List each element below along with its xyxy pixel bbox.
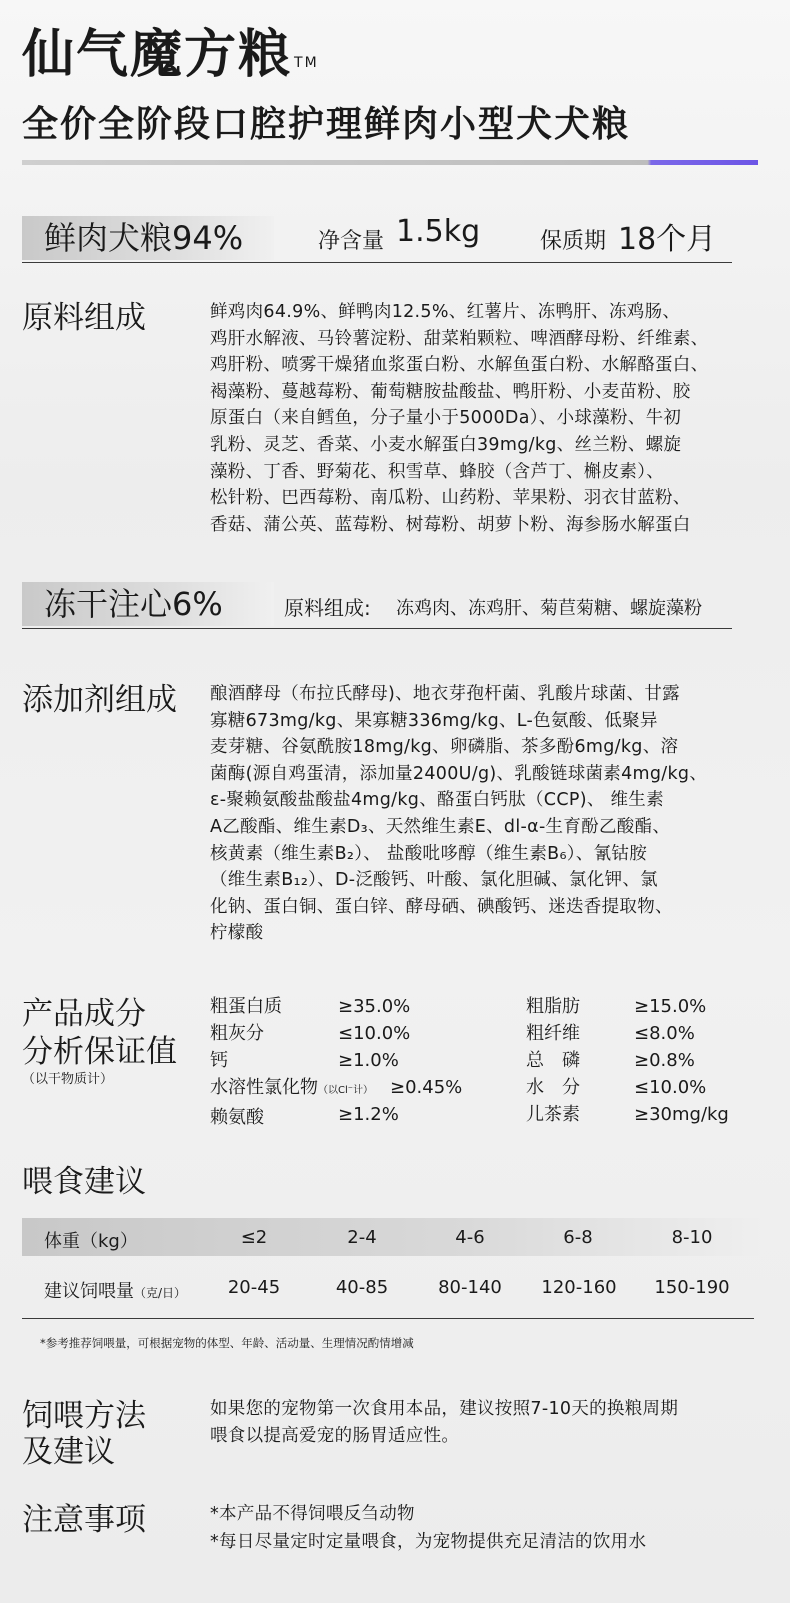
nutrient-value: ≥30mg/kg xyxy=(634,1104,729,1125)
nutrient-sub-note: （以Cl⁻计） xyxy=(318,1085,374,1096)
ingredients-line: 松针粉、巴西莓粉、南瓜粉、山药粉、苹果粉、羽衣甘蓝粉、 xyxy=(210,488,691,509)
nutrient-name: 水溶性氯化物（以Cl⁻计） xyxy=(210,1077,374,1098)
additives-line: 麦芽糖、谷氨酰胺18mg/kg、卵磷脂、茶多酚6mg/kg、溶 xyxy=(210,737,679,758)
weight-cell: 6-8 xyxy=(563,1227,593,1248)
nutrient-name: 儿茶素 xyxy=(526,1104,580,1125)
amount-cell: 40-85 xyxy=(335,1277,389,1298)
freeze-dried-tab: 冻干注心6% xyxy=(22,582,274,626)
ingredients-line: 鲜鸡肉64.9%、鲜鸭肉12.5%、红薯片、冻鸭肝、冻鸡肠、 xyxy=(210,302,681,322)
nutrient-value: ≥0.8% xyxy=(634,1050,695,1071)
additives-line: A乙酸酯、维生素D₃、天然维生素E、dl-α-生育酚乙酸酯、 xyxy=(210,816,671,837)
nutrient-value: ≤8.0% xyxy=(634,1023,695,1044)
additives-title: 添加剂组成 xyxy=(22,682,177,718)
analysis-title-line2: 分析保证值 xyxy=(22,1034,177,1070)
caution-line: *每日尽量定时定量喂食，为宠物提供充足清洁的饮用水 xyxy=(210,1532,647,1552)
product-subtitle: 全价全阶段口腔护理鲜肉小型犬犬粮 xyxy=(22,104,631,145)
brand-title xyxy=(22,22,319,88)
ingredients-line: 原蛋白（来自鳕鱼，分子量小于5000Da）、小球藻粉、牛初 xyxy=(210,408,682,429)
amount-cell: 120-160 xyxy=(541,1277,617,1298)
nutrient-value: ≥1.2% xyxy=(338,1104,399,1125)
weight-cell: 2-4 xyxy=(347,1227,377,1248)
analysis-title-line1: 产品成分 xyxy=(22,996,146,1032)
additives-line: 柠檬酸 xyxy=(210,923,264,944)
weight-header-label: 体重（kg） xyxy=(44,1231,138,1252)
ingredients-line: 鸡肝粉、喷雾干燥猪血浆蛋白粉、水解鱼蛋白粉、水解酪蛋白、 xyxy=(210,355,709,376)
shelf-life-label: 保质期 xyxy=(540,229,607,254)
feeding-title: 喂食建议 xyxy=(22,1164,146,1200)
ingredients-line: 褐藻粉、蔓越莓粉、葡萄糖胺盐酸盐、鸭肝粉、小麦苗粉、胶 xyxy=(210,381,691,402)
nutrient-value: ≥1.0% xyxy=(338,1050,399,1071)
ingredients-line: 香菇、蒲公英、蓝莓粉、树莓粉、胡萝卜粉、海参肠水解蛋白 xyxy=(210,514,691,535)
nutrient-name: 粗脂肪 xyxy=(526,996,580,1017)
nutrient-name: 粗蛋白质 xyxy=(210,996,282,1017)
amount-unit: （克/日） xyxy=(134,1286,187,1300)
shelf-life-value: 18个月 xyxy=(618,222,717,257)
ingredients-line: 鸡肝水解液、马铃薯淀粉、甜菜粕颗粒、啤酒酵母粉、纤维素、 xyxy=(210,328,709,349)
amount-cell: 20-45 xyxy=(227,1277,281,1298)
additives-line: 寡糖673mg/kg、果寡糖336mg/kg、L-色氨酸、低聚异 xyxy=(210,710,658,731)
nutrient-value: ≤10.0% xyxy=(338,1023,411,1044)
nutrient-value: ≤10.0% xyxy=(634,1077,707,1098)
analysis-left-values xyxy=(338,993,410,1128)
freeze-dried-ingredients: 冻鸡肉、冻鸡肝、菊苣菊糖、螺旋藻粉 xyxy=(396,598,702,619)
meta-divider xyxy=(22,262,732,263)
analysis-right-values xyxy=(634,993,729,1128)
amount-row-label: 建议饲喂量（克/日） xyxy=(44,1281,187,1302)
additives-line: 酿酒酵母（布拉氏酵母)、地衣芽孢杆菌、乳酸片球菌、甘露 xyxy=(210,684,680,704)
title-divider xyxy=(22,160,758,165)
trademark-mark: TM xyxy=(294,55,319,71)
ingredients-line: 乳粉、灵芝、香菜、小麦水解蛋白39mg/kg、丝兰粉、螺旋 xyxy=(210,434,682,455)
nutrient-name: 钙 xyxy=(210,1050,228,1071)
nutrient-name: 水 分 xyxy=(526,1077,580,1098)
additives-line: ε-聚赖氨酸盐酸盐4mg/kg、酪蛋白钙肽（CCP)、 维生素 xyxy=(210,790,664,811)
nutrient-value: ≥35.0% xyxy=(338,996,411,1017)
weight-cell: ≤2 xyxy=(240,1227,268,1248)
caution-text xyxy=(210,1500,750,1556)
amount-cell: 80-140 xyxy=(438,1277,502,1298)
method-title-line1: 饲喂方法 xyxy=(22,1398,146,1434)
method-line: 如果您的宠物第一次食用本品，建议按照7-10天的换粮周期 xyxy=(210,1399,679,1419)
amount-cell: 150-190 xyxy=(654,1277,730,1298)
nutrient-name: 粗纤维 xyxy=(526,1023,580,1044)
additives-line: 菌酶(源自鸡蛋清，添加量2400U/g)、乳酸链球菌素4mg/kg、 xyxy=(210,763,708,784)
analysis-basis-note: （以干物质计） xyxy=(22,1072,114,1087)
nutrient-name: 赖氨酸 xyxy=(210,1107,264,1128)
ingredients-title: 原料组成 xyxy=(22,300,146,336)
nutrient-name: 粗灰分 xyxy=(210,1023,264,1044)
method-line: 喂食以提高爱宠的肠胃适应性。 xyxy=(210,1425,460,1446)
additives-line: （维生素B₁₂）、D-泛酸钙、叶酸、氯化胆碱、氯化钾、氯 xyxy=(210,870,658,891)
method-text xyxy=(210,1396,750,1449)
freeze-divider xyxy=(22,628,732,629)
net-weight-label: 净含量 xyxy=(318,229,385,254)
additives-list xyxy=(210,681,750,947)
feeding-note: *参考推荐饲喂量，可根据宠物的体型、年龄、活动量、生理情况酌情增减 xyxy=(40,1336,414,1350)
weight-cell: 8-10 xyxy=(671,1227,713,1248)
caution-line: *本产品不得饲喂反刍动物 xyxy=(210,1504,415,1524)
net-weight-value: 1.5kg xyxy=(396,214,481,249)
feeding-divider xyxy=(22,1318,754,1319)
analysis-right-names xyxy=(526,993,580,1128)
caution-title: 注意事项 xyxy=(22,1502,146,1538)
meat-content-tab: 鲜肉犬粮94% xyxy=(22,216,274,260)
nutrient-value-chloride: ≥0.45% xyxy=(390,1077,463,1098)
method-title-line2: 及建议 xyxy=(22,1434,115,1470)
weight-cell: 4-6 xyxy=(455,1227,485,1248)
freeze-dried-label: 原料组成: xyxy=(284,596,371,620)
additives-line: 核黄素（维生素B₂）、 盐酸吡哆醇（维生素B₆）、氰钴胺 xyxy=(210,843,648,864)
nutrient-name: 总 磷 xyxy=(526,1050,580,1071)
brand-name: 仙气魔方粮 xyxy=(22,25,293,85)
nutrient-value: ≥15.0% xyxy=(634,996,707,1017)
ingredients-list xyxy=(210,299,750,538)
additives-line: 化钠、蛋白铜、蛋白锌、酵母硒、碘酸钙、迷迭香提取物、 xyxy=(210,896,673,917)
ingredients-line: 藻粉、丁香、野菊花、积雪草、蜂胶（含芦丁、槲皮素）、 xyxy=(210,461,665,482)
